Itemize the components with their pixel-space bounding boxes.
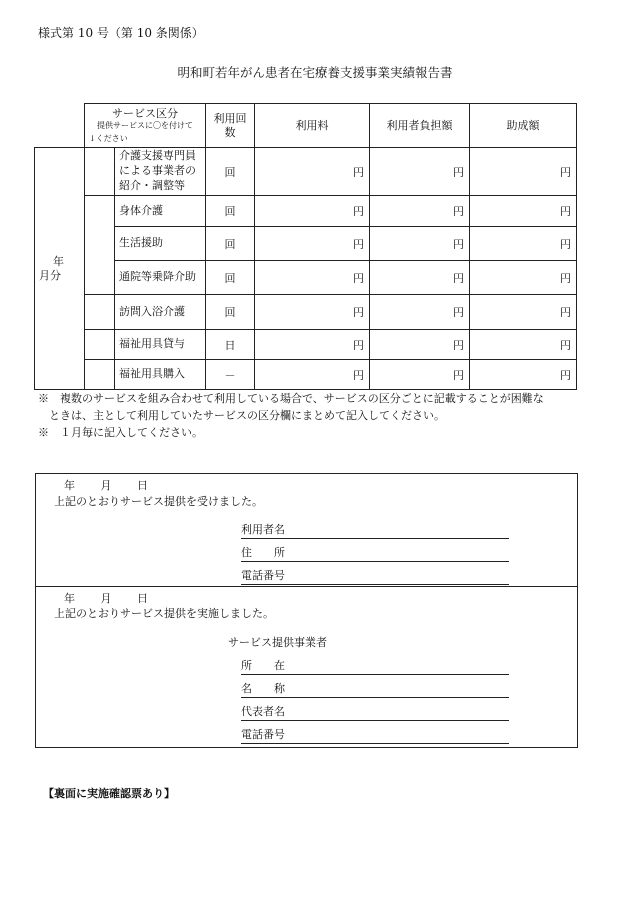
fee-cell[interactable]: 円 (255, 148, 370, 196)
user-burden-cell[interactable]: 円 (370, 295, 470, 330)
provider-confirmation-box (35, 586, 578, 748)
fee-cell[interactable]: 円 (255, 360, 370, 390)
date-line (64, 477, 148, 493)
table-row (35, 330, 577, 360)
select-mark-cell[interactable] (85, 295, 115, 330)
table-row (35, 295, 577, 330)
select-mark-cell[interactable] (85, 330, 115, 360)
fee-cell[interactable]: 円 (255, 295, 370, 330)
fee-cell[interactable]: 円 (255, 261, 370, 295)
subsidy-cell[interactable]: 円 (470, 360, 577, 390)
provider-representative-field[interactable]: 代表者名 (241, 703, 509, 721)
table-row (35, 227, 577, 261)
user-statement: 上記のとおりサービス提供を受けました。 (54, 495, 263, 508)
select-mark-cell[interactable] (85, 196, 115, 295)
count-cell[interactable]: 日 (206, 330, 255, 360)
note-line: ※ １月毎に記入してください。 (38, 426, 203, 439)
month-label: 月 (100, 592, 112, 605)
count-cell[interactable]: 回 (206, 148, 255, 196)
fee-cell[interactable]: 円 (255, 227, 370, 261)
user-confirmation-box (35, 473, 578, 587)
year-label: 年 (64, 592, 75, 605)
provider-location-field[interactable]: 所 在 (241, 657, 509, 675)
header-service-note2: ↓ください (89, 133, 128, 143)
provider-name-field[interactable]: 名 称 (241, 680, 509, 698)
user-burden-cell[interactable]: 円 (370, 261, 470, 295)
select-mark-cell[interactable] (85, 148, 115, 196)
service-name: 福祉用具貸与 (115, 330, 206, 360)
user-address-field[interactable]: 住 所 (241, 544, 509, 562)
count-cell[interactable]: － (206, 360, 255, 390)
subsidy-cell[interactable]: 円 (470, 295, 577, 330)
header-service (85, 104, 206, 148)
count-cell[interactable]: 回 (206, 196, 255, 227)
count-cell[interactable]: 回 (206, 227, 255, 261)
table-row (35, 360, 577, 390)
service-name: 訪問入浴介護 (115, 295, 206, 330)
subsidy-cell[interactable]: 円 (470, 196, 577, 227)
table-row (35, 261, 577, 295)
header-service-note: 提供サービスに〇を付けて (97, 120, 193, 130)
provider-phone-field[interactable]: 電話番号 (241, 726, 509, 744)
subsidy-cell[interactable]: 円 (470, 330, 577, 360)
subsidy-cell[interactable]: 円 (470, 261, 577, 295)
count-cell[interactable]: 回 (206, 261, 255, 295)
document-title: 明和町若年がん患者在宅療養支援事業実績報告書 (177, 65, 453, 80)
header-subsidy: 助成額 (470, 104, 577, 148)
header-count: 利用回数 (206, 104, 255, 148)
service-table (34, 103, 577, 390)
fee-cell[interactable]: 円 (255, 330, 370, 360)
period-cell (35, 148, 85, 390)
user-name-field[interactable]: 利用者名 (241, 521, 509, 539)
period-month: 月分 (39, 268, 61, 282)
service-name: 福祉用具購入 (115, 360, 206, 390)
table-row (35, 148, 577, 196)
user-burden-cell[interactable]: 円 (370, 330, 470, 360)
back-side-note: 【裏面に実施確認票あり】 (43, 787, 175, 800)
user-burden-cell[interactable]: 円 (370, 227, 470, 261)
service-name: 通院等乗降介助 (115, 261, 206, 295)
provider-statement: 上記のとおりサービス提供を実施しました。 (54, 607, 274, 620)
day-label: 日 (137, 479, 148, 492)
header-service-label: サービス区分 (112, 106, 178, 120)
header-row (35, 104, 577, 148)
header-fee: 利用料 (255, 104, 370, 148)
form-number-label: 様式第 10 号（第 10 条関係） (38, 26, 204, 40)
fee-cell[interactable]: 円 (255, 196, 370, 227)
user-burden-cell[interactable]: 円 (370, 148, 470, 196)
notes-block (38, 390, 598, 441)
note-line: ※ 複数のサービスを組み合わせて利用している場合で、サービスの区分ごとに記載することが困難な (38, 392, 544, 405)
subsidy-cell[interactable]: 円 (470, 227, 577, 261)
period-year: 年 (53, 254, 64, 268)
select-mark-cell[interactable] (85, 360, 115, 390)
header-service-arrow-note (89, 131, 201, 145)
user-phone-field[interactable]: 電話番号 (241, 567, 509, 585)
service-name: 介護支援専門員による事業者の紹介・調整等 (115, 148, 206, 196)
note-line: ときは、主として利用していたサービスの区分欄にまとめて記入してください。 (38, 409, 445, 422)
header-blank-cell (35, 104, 85, 148)
user-burden-cell[interactable]: 円 (370, 360, 470, 390)
service-name: 生活援助 (115, 227, 206, 261)
provider-label: サービス提供事業者 (228, 636, 327, 649)
table-row (35, 196, 577, 227)
count-cell[interactable]: 回 (206, 295, 255, 330)
subsidy-cell[interactable]: 円 (470, 148, 577, 196)
header-user-burden: 利用者負担額 (370, 104, 470, 148)
day-label: 日 (137, 592, 148, 605)
service-name: 身体介護 (115, 196, 206, 227)
user-burden-cell[interactable]: 円 (370, 196, 470, 227)
month-label: 月 (100, 479, 112, 492)
date-line (64, 590, 148, 606)
year-label: 年 (64, 479, 75, 492)
